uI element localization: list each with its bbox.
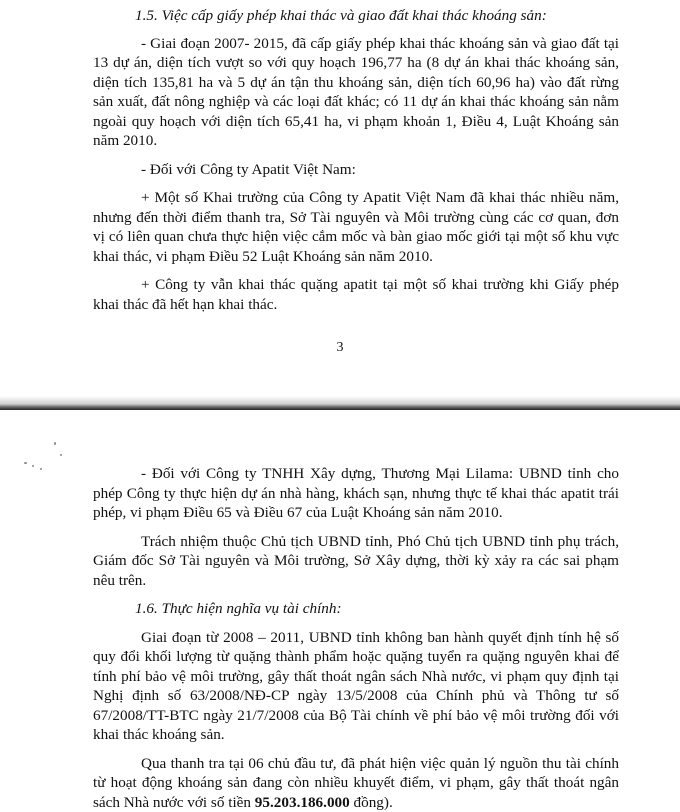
- document-page-bottom: [0, 412, 680, 803]
- page-number: 3: [0, 340, 680, 356]
- paragraph-financial-loss: [93, 754, 619, 812]
- financial-loss-amount: 95.203.186.000: [255, 794, 350, 811]
- paragraph-apatit-expired-license: + Công ty vẫn khai thác quặng apatit tại một số khai trường khi Giấy phép khai thác đã hết hạn khai thác.: [93, 275, 619, 314]
- paragraph-land-allocation: - Giai đoạn 2007- 2015, đã cấp giấy phép khai thác khoáng sản và giao đất tại 13 dự án, diện tích vượt so với quy hoạch 196,77 ha (8 dự án khai thác khoáng sản, diện tích 135,81 ha và 5 dự án tận thu khoáng sản, diện tích 60,96 ha) vào đất rừng sản xuất, đất nông nghiệp và các loại đất khác; có 11 dự án khai thác khoáng sản nằm ngoài quy hoạch với diện tích 65,41 ha, vi phạm khoản 1, Điều 4, Luật Khoáng sản năm 2010.: [93, 34, 619, 151]
- paragraph-lilama: - Đối với Công ty TNHH Xây dựng, Thương Mại Lilama: UBND tỉnh cho phép Công ty thực hiện dự án nhà hàng, khách sạn, nhưng thực tế khai thác apatit trái phép, vi phạm Điều 65 và Điều 67 của Luật Khoáng sản năm 2010.: [93, 464, 619, 523]
- financial-loss-text: Qua thanh tra tại 06 chủ đầu tư, đã phát hiện việc quản lý nguồn thu tài chính từ hoạt động khoáng sản đang còn nhiều khuyết điểm, vi phạm, gây thất thoát ngân sách Nhà nước với số tiền: [93, 755, 619, 811]
- section-heading-1-5: 1.5. Việc cấp giấy phép khai thác và giao đất khai thác khoáng sản:: [93, 6, 619, 26]
- page-top-body: [93, 6, 619, 314]
- financial-loss-suffix: đồng).: [350, 794, 393, 811]
- section-heading-1-6: 1.6. Thực hiện nghĩa vụ tài chính:: [93, 599, 619, 619]
- document-page-top: [0, 0, 680, 395]
- paragraph-responsibility: Trách nhiệm thuộc Chủ tịch UBND tỉnh, Phó Chủ tịch UBND tỉnh phụ trách, Giám đốc Sở Tài nguyên và Môi trường, Sở Xây dựng, thời kỳ xảy ra các sai phạm nêu trên.: [93, 532, 619, 591]
- page-bottom-body: [93, 464, 619, 812]
- paragraph-apatit-intro: - Đối với Công ty Apatit Việt Nam:: [93, 160, 619, 180]
- paragraph-environmental-fee: Giai đoạn từ 2008 – 2011, UBND tỉnh không ban hành quyết định tính hệ số quy đổi khối lượng từ quặng thành phẩm hoặc quặng tuyển ra quặng nguyên khai để tính phí bảo vệ môi trường, gây thất thoát ngân sách Nhà nước, vi phạm quy định tại Nghị định số 63/2008/NĐ-CP ngày 13/5/2008 của Chính phủ và Thông tư số 67/2008/TT-BTC ngày 21/7/2008 của Bộ Tài chính về phí bảo vệ môi trường đối với khai thác khoáng sản.: [93, 628, 619, 745]
- page-separator: [0, 396, 680, 410]
- paragraph-apatit-boundary: + Một số Khai trường của Công ty Apatit Việt Nam đã khai thác nhiều năm, nhưng đến thời điểm thanh tra, Sở Tài nguyên và Môi trường cùng các cơ quan, đơn vị có liên quan chưa thực hiện việc cắm mốc và bàn giao mốc giới tại một số khu vực khai thác, vi phạm Điều 52 Luật Khoáng sản năm 2010.: [93, 188, 619, 266]
